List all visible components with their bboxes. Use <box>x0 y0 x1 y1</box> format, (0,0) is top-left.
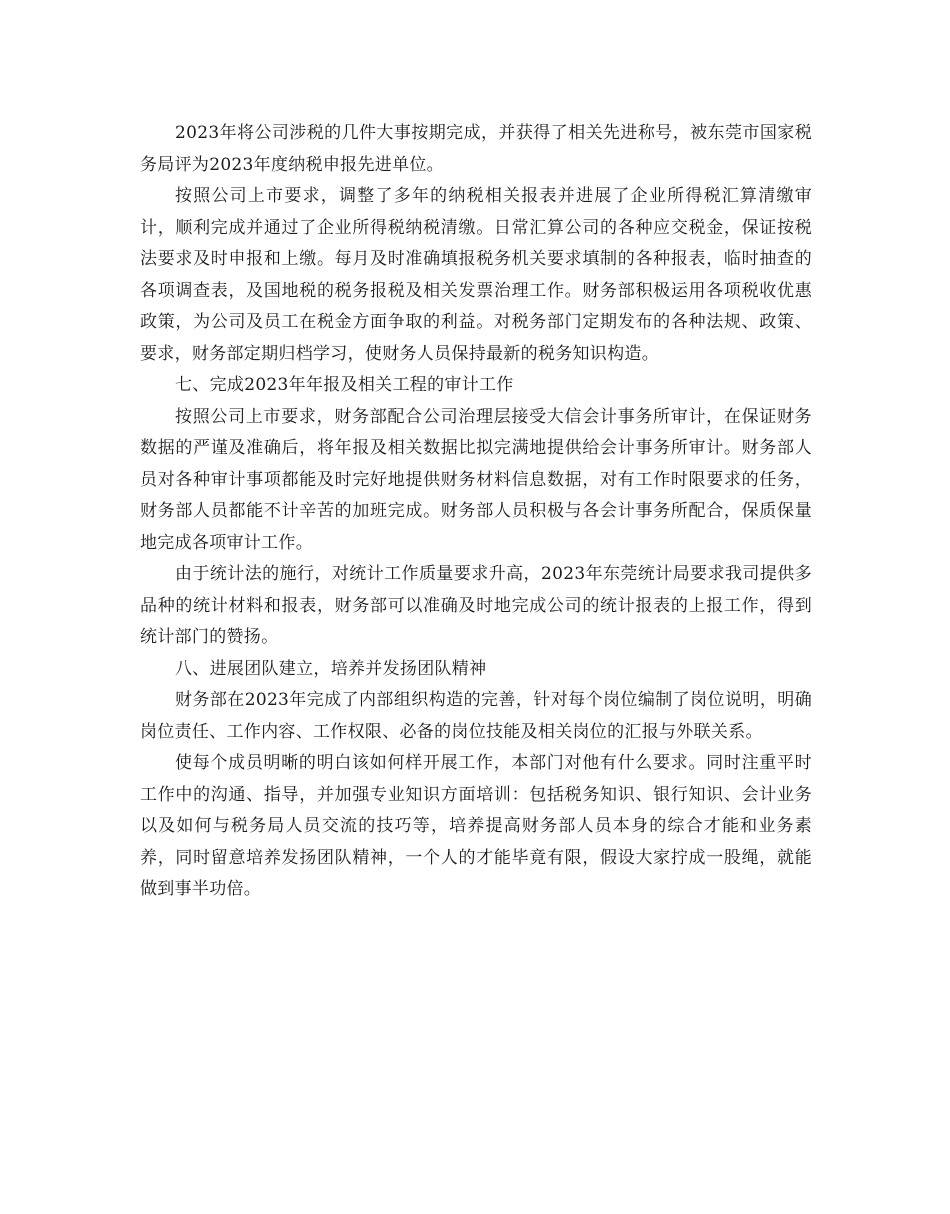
document-body <box>140 118 812 906</box>
paragraph-tax-achievements: 2023年将公司涉税的几件大事按期完成，并获得了相关先进称号，被东莞市国家税务局评为2023年度纳税申报先进单位。 <box>140 123 812 175</box>
paragraph-training: 使每个成员明晰的明白该如何样开展工作，本部门对他有什么要求。同时注重平时工作中的沟通、指导，并加强专业知识方面培训：包括税务知识、银行知识、会计业务以及如何与税务局人员交流的技巧等，培养提高财务部人员本身的综合才能和业务素养，同时留意培养发扬团队精神，一个人的才能毕竟有限，假设大家拧成一股绳，就能做到事半功倍。 <box>140 753 812 899</box>
paragraph-statistics: 由于统计法的施行，对统计工作质量要求升高，2023年东莞统计局要求我司提供多品种的统计材料和报表，财务部可以准确及时地完成公司的统计报表的上报工作，得到统计部门的赞扬。 <box>140 564 812 647</box>
paragraph-tax-reporting: 按照公司上市要求，调整了多年的纳税相关报表并进展了企业所得税汇算清缴审计，顺利完成并通过了企业所得税纳税清缴。日常汇算公司的各种应交税金，保证按税法要求及时申报和上缴。每月及时准确填报税务机关要求填制的各种报表，临时抽查的各项调查表，及国地税的税务报税及相关发票治理工作。财务部积极运用各项税收优惠政策，为公司及员工在税金方面争取的利益。对税务部门定期发布的各种法规、政策、要求，财务部定期归档学习，使财务人员保持最新的税务知识构造。 <box>140 186 812 364</box>
paragraph-audit-work: 按照公司上市要求，财务部配合公司治理层接受大信会计事务所审计，在保证财务数据的严谨及准确后，将年报及相关数据比拟完满地提供给会计事务所审计。财务部人员对各种审计事项都能及时完好地提供财务材料信息数据，对有工作时限要求的任务，财务部人员都能不计辛苦的加班完成。财务部人员积极与各会计事务所配合，保质保量地完成各项审计工作。 <box>140 406 812 553</box>
section-heading-team: 八、进展团队建立，培养并发扬团队精神 <box>175 658 487 679</box>
section-heading-audit: 七、完成2023年年报及相关工程的审计工作 <box>175 375 514 395</box>
paragraph-organization: 财务部在2023年完成了内部组织构造的完善，针对每个岗位编制了岗位说明，明确岗位责任、工作内容、工作权限、必备的岗位技能及相关岗位的汇报与外联关系。 <box>140 690 812 742</box>
